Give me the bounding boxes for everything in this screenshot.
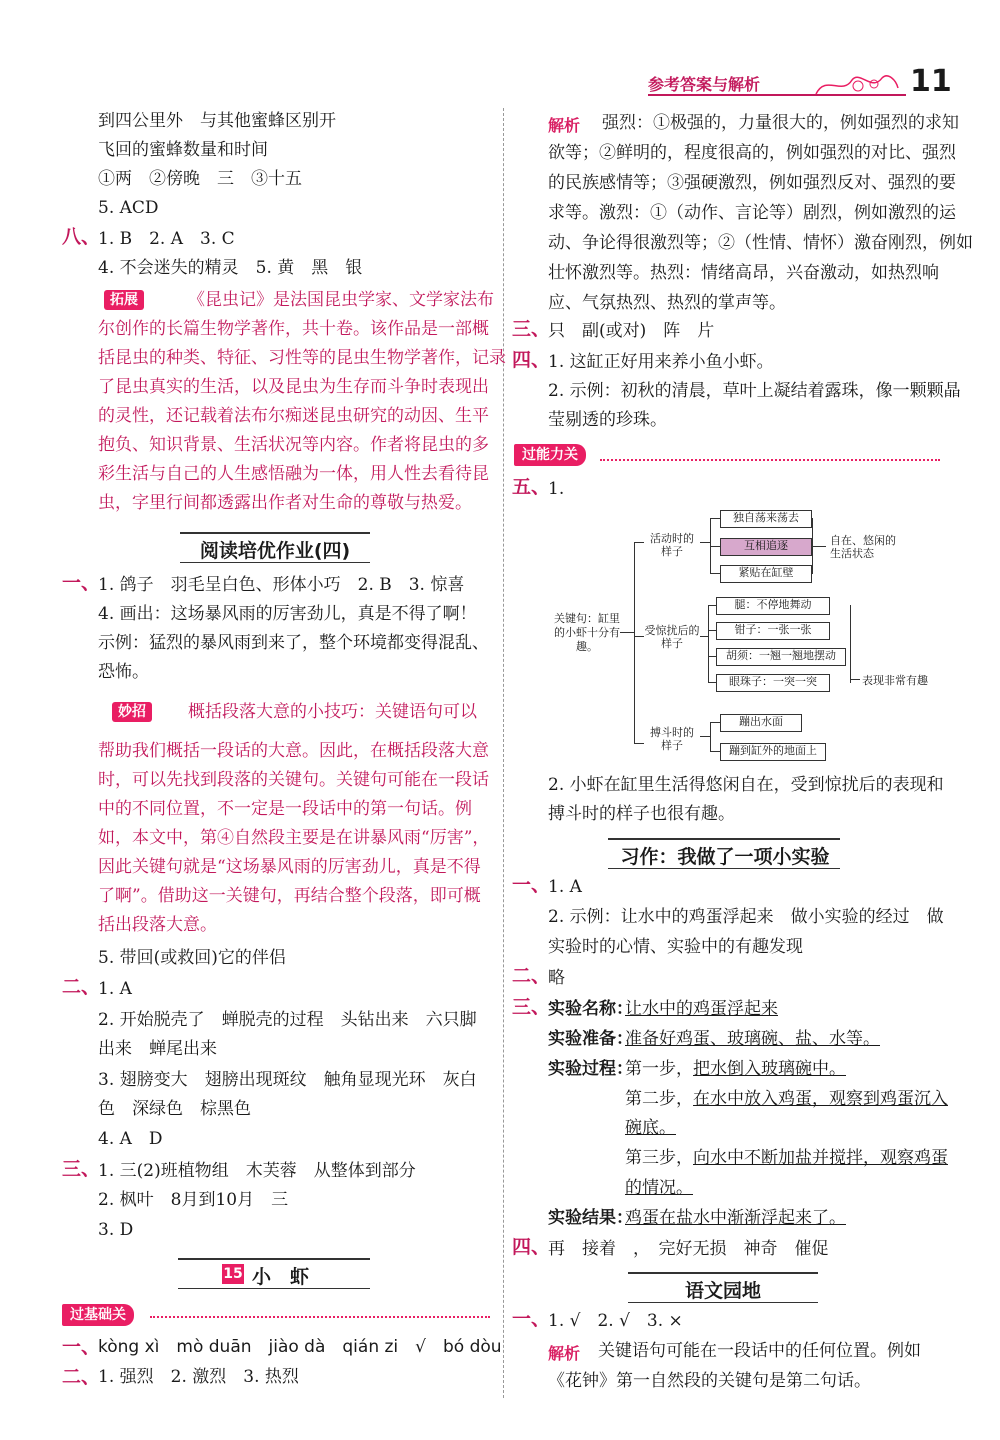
step3-text-cont: 的情况。 (625, 1178, 693, 1198)
miaozhao-line-4: 中的不同位置，不一定是一段话中的第一句话。例 (98, 799, 472, 819)
left-line-4: 5. ACD (98, 198, 159, 218)
jiexi-line-5: 动、争论得很激烈等；②（性情、情怀）激奋刚烈，例如 (548, 233, 973, 253)
exp-prep-label: 实验准备： (548, 1029, 633, 1049)
r-i1: 略 (548, 968, 565, 988)
left-line-2: 飞回的蜜蜂数量和时间 (98, 140, 268, 160)
tuozhan-line-3: 括昆虫的种类、特征、习性等的昆虫生物学著作，记录 (98, 348, 506, 368)
jiexi-line-1: 强烈：①极强的，力量很大的，例如强烈的求知 (602, 113, 959, 133)
step2-text-cont: 碗底。 (625, 1118, 676, 1138)
tuozhan-line-6: 抱负、知识背景、生活状况等内容。作者将昆虫的多 (98, 435, 489, 455)
r-h3: 实验时的心情、实验中的有趣发现 (548, 937, 803, 957)
miaozhao-line-7: 了啊”。借助这一关键句，再结合整个段落，即可概 (98, 886, 481, 906)
r-f3: 莹剔透的珍珠。 (548, 410, 667, 430)
r-g3: 搏斗时的样子也很有趣。 (548, 804, 735, 824)
reading-a5: 5. 带回(或救回)它的伴侣 (98, 948, 286, 968)
r-section-marker-4: 四、 (512, 349, 551, 371)
section-marker-5: 二、 (62, 1366, 101, 1388)
section-marker-3: 三、 (62, 1158, 101, 1180)
r-h2: 2. 示例：让水中的鸡蛋浮起来 做小实验的经过 做 (548, 907, 944, 927)
section-marker-4: 一、 (62, 1336, 101, 1358)
left-line-6: 4. 不会迷失的精灵 5. 黄 黑 银 (98, 258, 363, 278)
title-xizuo: 习作：我做了一项小实验 (620, 846, 830, 868)
miaozhao-line-5: 如，本文中，第④自然段主要是在讲暴风雨“厉害”， (98, 828, 490, 848)
tuozhan-line-4: 了昆虫真实的生活，以及昆虫为生存而斗争时表现出 (98, 377, 489, 397)
miaozhao-line-6: 因此关键句就是“这场暴风雨的厉害劲儿，真是不得 (98, 857, 481, 877)
section-marker-1: 一、 (62, 572, 101, 594)
r-e1: 只 副(或对) 阵 片 (548, 321, 715, 341)
title-yuwen-yuandi: 语文园地 (684, 1280, 761, 1302)
mindmap-branch-1: 活动时的样子 (650, 532, 694, 558)
r-section-marker-10: 一、 (512, 1308, 551, 1330)
r-section-marker-7: 二、 (512, 965, 551, 987)
jiexi-label: 解析 (548, 116, 581, 135)
jichu-dots (150, 1316, 490, 1318)
r-section-marker-5: 五、 (512, 476, 551, 498)
pinyin-answers: 1. 强烈 2. 激烈 3. 热烈 (98, 1367, 299, 1387)
jiexi-line-3: 的民族感情等；③强硬激烈，例如强烈反对、强烈的要 (548, 173, 956, 193)
r-section-marker-3: 三、 (512, 318, 551, 340)
pinyin-line: kòng xì mò duān jiào dà qián zi √ bó dòu (98, 1337, 502, 1357)
reading-a4: 恐怖。 (98, 662, 149, 682)
b2-item-4: 眼珠子：一突一突 (716, 674, 830, 692)
exp-name-label: 实验名称： (548, 999, 633, 1019)
r-j1: 再 接着 ， 完好无损 神奇 催促 (548, 1239, 829, 1259)
r-section-marker-6: 一、 (512, 874, 551, 896)
step1-text: 把水倒入玻璃碗中。 (693, 1059, 846, 1079)
reading-a1: 1. 鸽子 羽毛呈白色、形体小巧 2. B 3. 惊喜 (98, 575, 465, 595)
section-marker-8: 八、 (62, 226, 101, 248)
reading-a2: 4. 画出：这场暴风雨的厉害劲儿，真是不得了啊！ (98, 604, 477, 624)
step2-label: 第二步， (625, 1089, 693, 1109)
step1-label: 第一步， (625, 1059, 693, 1079)
miaozhao-line-8: 括出段落大意。 (98, 915, 217, 935)
nengli-dots (600, 459, 940, 461)
left-line-5: 1. B 2. A 3. C (98, 229, 235, 249)
miaozhao-line-1: 概括段落大意的小技巧：关键语句可以 (188, 702, 477, 722)
reading-c3: 3. D (98, 1220, 134, 1240)
tuozhan-line-8: 虫，字里行间都透露出作者对生命的尊敬与热爱。 (98, 493, 472, 513)
exp-result: 鸡蛋在盐水中渐渐浮起来了。 (625, 1208, 846, 1228)
exp-result-label: 实验结果： (548, 1208, 633, 1228)
b1-result: 自在、悠闲的生活状态 (830, 534, 896, 560)
mindmap-branch-2: 受惊扰后的样子 (644, 624, 700, 650)
miaozhao-tag: 妙招 (112, 702, 152, 722)
header-doodle-icon (812, 66, 902, 104)
r-section-marker-8: 三、 (512, 996, 551, 1018)
b2-item-3: 胡须：一翘一翘地摆动 (716, 648, 846, 666)
page-number: 11 (910, 64, 952, 99)
r-k1: 1. √ 2. √ 3. × (548, 1311, 683, 1331)
left-line-1: 到四公里外 与其他蜜蜂区别开 (98, 111, 336, 131)
b1-item-1: 独自荡来荡去 (720, 510, 812, 528)
column-divider (503, 108, 504, 1398)
b2-result: 表现非常有趣 (862, 674, 928, 687)
tuozhan-line-5: 的灵性，还记载着法布尔痴迷昆虫研究的动因、生平 (98, 406, 489, 426)
mindmap-root: 关键句：缸里的小虾十分有趣。 (554, 612, 620, 653)
section-marker-2: 二、 (62, 976, 101, 998)
header-label: 参考答案与解析 (648, 75, 761, 94)
b2-item-1: 腿：不停地舞动 (716, 597, 830, 615)
title-reading-4: 阅读培优作业(四) (199, 540, 351, 562)
step3-label: 第三步， (625, 1148, 693, 1168)
b3-item-2: 蹦到缸外的地面上 (720, 743, 826, 761)
miaozhao-line-3: 时，可以先找到段落的关键句。关键句可能在一段话 (98, 770, 489, 790)
reading-c2: 2. 枫叶 8月到10月 三 (98, 1190, 289, 1210)
r-section-marker-9: 四、 (512, 1236, 551, 1258)
reading-b1: 1. A (98, 979, 132, 999)
lesson-number-badge: 15 (223, 1266, 243, 1282)
reading-b3: 出来 蝉尾出来 (98, 1039, 217, 1059)
exp-prep: 准备好鸡蛋、玻璃碗、盐、水等。 (625, 1029, 880, 1049)
lesson-title: 小 虾 (252, 1266, 310, 1288)
r-f2: 2. 示例：初秋的清晨，草叶上凝结着露珠，像一颗颗晶 (548, 381, 961, 401)
jiexi-line-6: 壮怀激烈等。热烈：情绪高昂，兴奋激动，如热烈响 (548, 263, 939, 283)
reading-b5: 色 深绿色 棕黑色 (98, 1099, 251, 1119)
step2-text: 在水中放入鸡蛋，观察到鸡蛋沉入 (693, 1089, 948, 1109)
r-g1: 1. (548, 479, 565, 499)
step3-text: 向水中不断加盐并搅拌，观察鸡蛋 (693, 1148, 948, 1168)
b1-item-2: 互相追逐 (720, 538, 812, 556)
jiexi2-label: 解析 (548, 1344, 581, 1363)
reading-a3: 示例：猛烈的暴风雨到来了，整个环境都变得混乱、 (98, 633, 489, 653)
reading-b6: 4. A D (98, 1129, 163, 1149)
section-jichu: 过基础关 (62, 1304, 134, 1326)
reading-b2: 2. 开始脱壳了 蝉脱壳的过程 头钻出来 六只脚 (98, 1010, 477, 1030)
exp-proc-label: 实验过程： (548, 1059, 633, 1079)
r-g2: 2. 小虾在缸里生活得悠闲自在，受到惊扰后的表现和 (548, 775, 944, 795)
tuozhan-line-1: 《昆虫记》是法国昆虫学家、文学家法布 (188, 290, 494, 310)
tuozhan-line-2: 尔创作的长篇生物学著作，共十卷。该作品是一部概 (98, 319, 489, 339)
jiexi-line-4: 求等。激烈：①（动作、言论等）剧烈，例如激烈的运 (548, 203, 956, 223)
mindmap-branch-3: 搏斗时的样子 (650, 726, 694, 752)
exp-name: 让水中的鸡蛋浮起来 (625, 999, 778, 1019)
b2-item-2: 钳子：一张一张 (716, 622, 830, 640)
r-f1: 1. 这缸正好用来养小鱼小虾。 (548, 352, 774, 372)
b3-item-1: 蹦出水面 (720, 714, 802, 732)
miaozhao-line-2: 帮助我们概括一段话的大意。因此，在概括段落大意 (98, 741, 489, 761)
reading-b4: 3. 翅膀变大 翅膀出现斑纹 触角显现光环 灰白 (98, 1070, 477, 1090)
r-h1: 1. A (548, 877, 582, 897)
b1-item-3: 紧贴在缸壁 (720, 565, 812, 583)
reading-c1: 1. 三(2)班植物组 木芙蓉 从整体到部分 (98, 1161, 416, 1181)
tuozhan-tag: 拓展 (104, 290, 144, 310)
r-k2: 关键语句可能在一段话中的任何位置。例如 (598, 1341, 921, 1361)
r-k3: 《花钟》第一自然段的关键句是第二句话。 (548, 1371, 871, 1391)
jiexi-line-2: 欲等；②鲜明的，程度很高的，例如强烈的对比、强烈 (548, 143, 956, 163)
jiexi-line-7: 应、气氛热烈、热烈的掌声等。 (548, 293, 786, 313)
tuozhan-line-7: 彩生活与自己的人生感悟融为一体，用人性去看待昆 (98, 464, 489, 484)
left-line-3: ①两 ②傍晚 三 ③十五 (98, 169, 302, 189)
section-nengli: 过能力关 (514, 444, 586, 466)
